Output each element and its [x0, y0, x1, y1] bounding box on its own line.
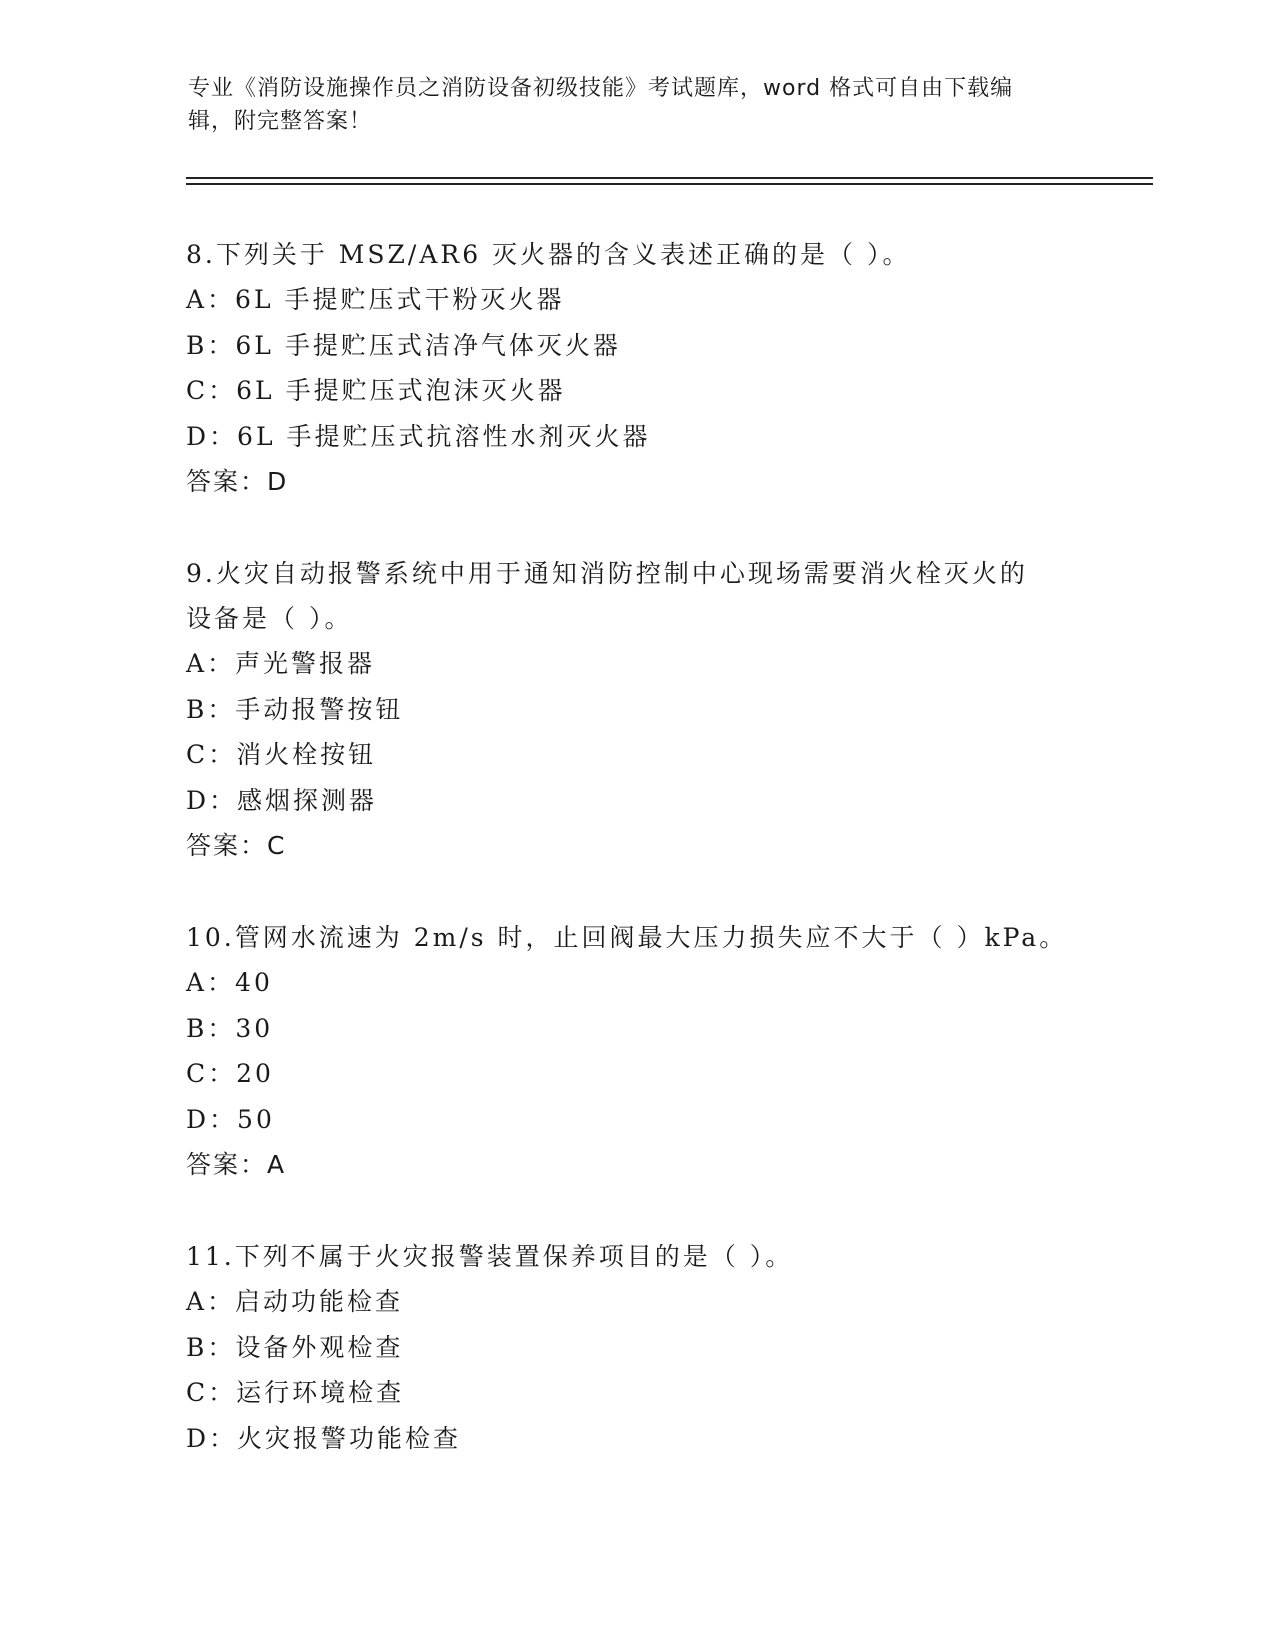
question-stem-line-2: 设备是（ ）。 [186, 604, 353, 633]
option-a: A：声光警报器 [186, 649, 376, 678]
option-d: D：6L 手提贮压式抗溶性水剂灭火器 [186, 421, 651, 451]
question-stem: 10.管网水流速为 2m/s 时，止回阀最大压力损失应不大于（ ）kPa。 [186, 923, 1068, 952]
option-c: C：消火栓按钮 [186, 740, 377, 769]
question-stem: 11.下列不属于火灾报警装置保养项目的是（ ）。 [186, 1242, 794, 1271]
option-b: B：手动报警按钮 [186, 694, 404, 724]
answer: 答案：D [186, 467, 289, 496]
option-b: B：设备外观检查 [186, 1332, 404, 1362]
option-a: A：启动功能检查 [186, 1287, 404, 1316]
question-9 [186, 551, 1086, 868]
header-rule-bottom [186, 183, 1153, 185]
option-d: D：火灾报警功能检查 [186, 1423, 462, 1453]
option-d: D：50 [186, 1104, 275, 1134]
option-a: A：6L 手提贮压式干粉灭火器 [186, 285, 565, 314]
option-b: B：6L 手提贮压式洁净气体灭火器 [186, 330, 621, 360]
answer: 答案：A [186, 1150, 287, 1179]
option-c: C：运行环境检查 [186, 1378, 405, 1407]
question-list [186, 232, 1086, 1508]
option-c: C：6L 手提贮压式泡沫灭火器 [186, 376, 566, 405]
header-line-1: 专业《消防设施操作员之消防设备初级技能》考试题库，word 格式可自由下载编 [188, 76, 1014, 101]
option-a: A：40 [186, 968, 273, 997]
question-10 [186, 915, 1086, 1187]
option-b: B：30 [186, 1013, 274, 1043]
option-d: D：感烟探测器 [186, 785, 378, 815]
answer: 答案：C [186, 831, 287, 860]
document-header [188, 72, 1068, 138]
question-stem: 8.下列关于 MSZ/AR6 灭火器的含义表述正确的是（ ）。 [186, 240, 911, 269]
header-rule-top [186, 177, 1153, 179]
question-11 [186, 1234, 1086, 1461]
header-line-2: 辑，附完整答案！ [188, 109, 373, 134]
question-8 [186, 232, 1086, 504]
option-c: C：20 [186, 1059, 274, 1088]
question-stem-line-1: 9.火灾自动报警系统中用于通知消防控制中心现场需要消火栓灭火的 [186, 559, 1028, 588]
